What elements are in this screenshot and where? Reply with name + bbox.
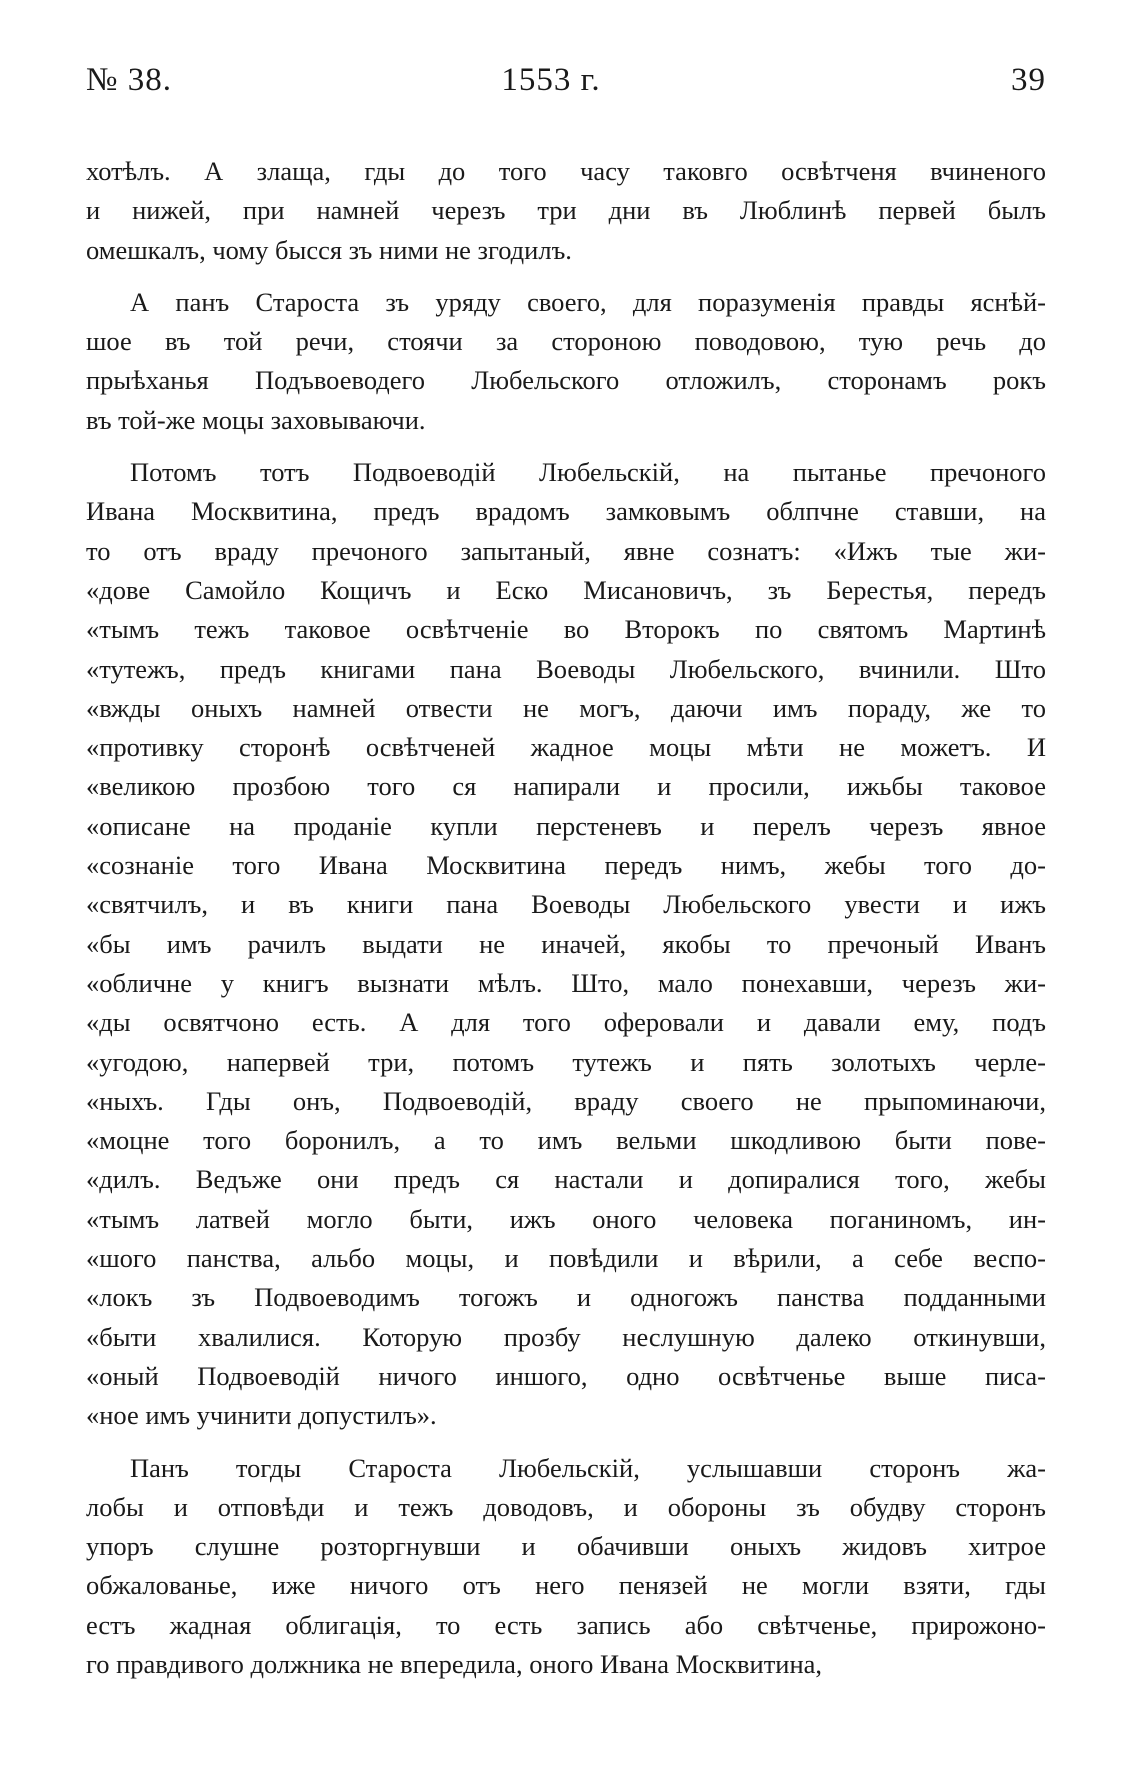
text-line: Ивана Москвитина, предъ врадомъ замковымъ облпчне ставши, на <box>86 496 1046 527</box>
text-line: шое въ той речи, стоячи за стороною поводовою, тую речь до <box>86 326 1046 357</box>
paragraph <box>86 1449 1046 1685</box>
text-line: «ды освятчоно есть. А для того оферовали и давали ему, подъ <box>86 1007 1046 1038</box>
document-year: 1553 г. <box>501 62 601 98</box>
text-line: «святчилъ, и въ книги пана Воеводы Любельского увести и ижъ <box>86 889 1046 920</box>
text-line: «дове Самойло Кощичъ и Еско Мисановичъ, зъ Берестья, передъ <box>86 574 1046 605</box>
page-number: 39 <box>1011 62 1046 98</box>
text-line: «вжды оныхъ намней отвести не могъ, даючи имъ пораду, же то <box>86 692 1046 723</box>
text-line: естъ жадная облигація, то есть запись або свѣтченье, прирожоно- <box>86 1609 1046 1640</box>
text-line: «быти хвалилися. Которую прозбу неслушную далеко откинувши, <box>86 1321 1046 1352</box>
text-line: хотѣлъ. А злаща, гды до того часу таковго освѣтченя вчиненого <box>86 156 1046 186</box>
document-number: № 38. <box>86 62 172 98</box>
text-line: лобы и отповѣди и тежъ доводовъ, и обороны зъ обудву сторонъ <box>86 1491 1046 1522</box>
text-line: Потомъ тотъ Подвоеводій Любельскій, на пытанье пречоного <box>130 457 1046 488</box>
text-line: «угодою, напервей три, потомъ тутежъ и пять золотыхъ черле- <box>86 1046 1046 1077</box>
text-line: «описане на проданіе купли перстеневъ и перелъ черезъ явное <box>86 810 1046 841</box>
text-line: обжалованье, иже ничого отъ него пенязей не могли взяти, гды <box>86 1570 1046 1601</box>
document-body <box>86 152 1046 1684</box>
text-line: «обличне у книгъ вызнати мѣлъ. Што, мало понехавши, черезъ жи- <box>86 967 1046 998</box>
text-line: А панъ Староста зъ уряду своего, для поразуменія правды яснѣй- <box>130 286 1046 317</box>
paragraph <box>86 152 1046 270</box>
paragraph <box>86 283 1046 440</box>
text-line: въ той-же моцы заховываючи. <box>86 404 426 435</box>
text-line: Панъ тогды Староста Любельскій, услышавши сторонъ жа- <box>130 1452 1046 1483</box>
text-line: «сознаніе того Ивана Москвитина передъ нимъ, жебы того до- <box>86 850 1046 881</box>
text-line: то отъ враду пречоного запытаный, явне сознатъ: «Ижъ тые жи- <box>86 535 1046 566</box>
paragraph <box>86 453 1046 1435</box>
text-line: «великою прозбою того ся напирали и просили, ижьбы таковое <box>86 771 1046 802</box>
text-line: «дилъ. Ведъже они предъ ся настали и допиралися того, жебы <box>86 1164 1046 1195</box>
page-header <box>86 62 1046 122</box>
text-line: «тымъ латвей могло быти, ижъ оного человека поганиномъ, ин- <box>86 1203 1046 1234</box>
text-line: омешкалъ, чому бысся зъ ними не згодилъ. <box>86 234 572 265</box>
text-line: прыѣханья Подъвоеводего Любельского отложилъ, сторонамъ рокъ <box>86 365 1046 396</box>
text-line: «ное имъ учинити допустилъ». <box>86 1400 437 1431</box>
document-page <box>86 62 1046 1697</box>
text-line: и нижей, при намней черезъ три дни въ Люблинѣ первей былъ <box>86 195 1046 226</box>
text-line: «локъ зъ Подвоеводимъ тогожъ и одногожъ панства подданными <box>86 1282 1046 1313</box>
text-line: «моцне того боронилъ, а то имъ вельми шкодливою быти пове- <box>86 1125 1046 1156</box>
text-line: «тымъ тежъ таковое освѣтченіе во Второкъ по святомъ Мартинѣ <box>86 614 1046 645</box>
text-line: «бы имъ рачилъ выдати не иначей, якобы то пречоный Иванъ <box>86 928 1046 959</box>
text-line: го правдивого должника не впередила, оного Ивана Москвитина, <box>86 1648 823 1679</box>
text-line: упоръ слушне розторгнувши и обачивши оныхъ жидовъ хитрое <box>86 1531 1046 1562</box>
text-line: «противку сторонѣ освѣтченей жадное моцы мѣти не можетъ. И <box>86 732 1046 763</box>
text-line: «оный Подвоеводій ничого иншого, одно освѣтченье выше писа- <box>86 1360 1046 1391</box>
text-line: «тутежъ, предъ книгами пана Воеводы Любельского, вчинили. Што <box>86 653 1046 684</box>
text-line: «ныхъ. Гды онъ, Подвоеводій, враду своего не прыпоминаючи, <box>86 1085 1046 1116</box>
text-line: «шого панства, альбо моцы, и повѣдили и вѣрили, а себе веспо- <box>86 1243 1046 1274</box>
